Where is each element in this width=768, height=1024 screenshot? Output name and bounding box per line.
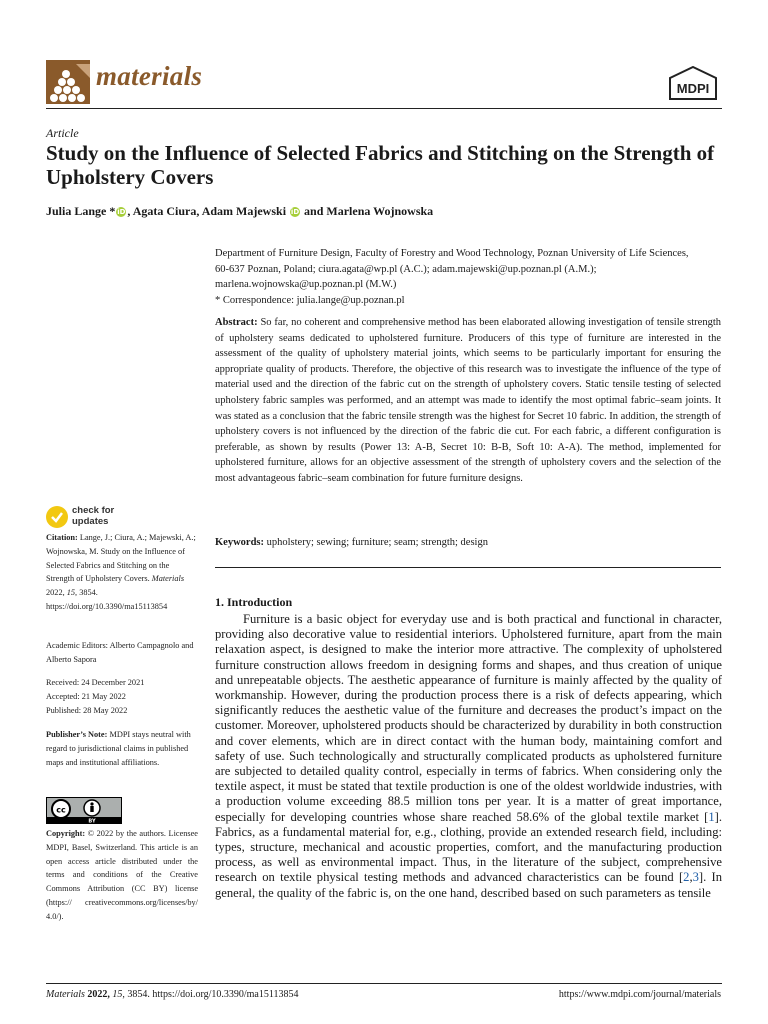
journal-logo [46, 58, 246, 108]
received-date: Received: 24 December 2021 [46, 678, 145, 687]
publishers-note: Publisher’s Note: MDPI stays neutral with regard to jurisdictional claims in published maps and institutional affiliations. [46, 730, 191, 767]
article-type: Article [46, 126, 79, 140]
header-divider [46, 108, 722, 109]
copyright-notice: Copyright: © 2022 by the authors. Licensee MDPI, Basel, Switzerland. This article is an open access article distributed under the terms and conditions of the Creative Commons Attribution (CC BY) license (https:// creativecommons.org/licenses/by/ 4.0/). [46, 829, 198, 921]
correspondence: * Correspondence: julia.lange@up.poznan.pl [215, 294, 405, 306]
svg-text:cc: cc [56, 805, 66, 815]
journal-url-link[interactable]: https://www.mdpi.com/journal/materials [558, 989, 721, 1000]
introduction-paragraph: Furniture is a basic object for everyday use and is both practical and functional in character, providing also decorative value to residential interiors. Upholstered furniture, apart from the main relaxation aspect, is designed to make the interior more attractive. The complexity of upholstered furniture construction allows freedom in designing forms and shapes, and thus creation of unique and unrepeatable objects. The aesthetic appearance of furniture is mainly affected by the quality of workmanship. However, during the production process there is a risk of defects appearing, which significantly reduces the aesthetic value of the furniture and decreases the product’s impact on the customer. Moreover, upholstered products should be characterized by durability in both construction and cover elements, which are in direct contact with the human body, maintaining comfort and safety of use. Such technologically and structurally complicated products as upholstered furniture are subjected to detailed quality control, especially in terms of fabrics. When considering only the textile aspect, it must be stated that textile production is one of the oldest worldwide industries, with a production volume exceeding 88.5 million tons per year. It is a matter of great importance, especially for developing countries whose share reached 58.6% of the global textile market [1]. Fabrics, as a fundamental material for, e.g., clothing, provide an extended research field, including: types, structure, mechanical and acoustic properties, comfort, and the manufacturing production process, as well as environmental impact. Thus, in the literature of the subject, comprehensive research on textile physical testing methods and advanced characteristics can be found [2,3]. In general, the quality of the fabric is, on the one hand, described based on such parameters as tensile [215, 612, 722, 900]
academic-editors: Academic Editors: Alberto Campagnolo and Alberto Sapora [46, 641, 194, 664]
cc-by-license-badge[interactable] [46, 797, 122, 824]
published-date: Published: 28 May 2022 [46, 705, 128, 715]
footer-citation: Materials 2022, 15, 3854. https://doi.org/10.3390/ma15113854 [46, 989, 299, 1000]
affiliation-line: Department of Furniture Design, Faculty of Forestry and Wood Technology, Poznan University of Life Sciences, [215, 248, 689, 259]
author-lange[interactable]: Julia Lange * [46, 204, 116, 218]
materials-logo-icon [46, 60, 90, 104]
reference-link[interactable]: 1 [708, 809, 715, 824]
article-title: Study on the Influence of Selected Fabrics and Stitching on the Strength of Upholstery Covers [46, 141, 715, 189]
citation: Citation: Lange, J.; Ciura, A.; Majewski, A.; Wojnowska, M. Study on the Influence of Selected Fabrics and Stitching on the Strength of Upholstery Covers. Materials 2022, 15, 3854. https://doi.org/10.3390/ma15113854 [46, 533, 196, 611]
reference-link[interactable]: 2 [683, 870, 690, 885]
author-wojnowska[interactable]: and Marlena Wojnowska [301, 204, 434, 218]
publication-dates [46, 676, 198, 717]
keywords-label: Keywords: [215, 537, 264, 548]
keywords [215, 535, 721, 551]
author-ciura-majewski[interactable]: , Agata Ciura, Adam Majewski [127, 204, 290, 218]
affiliation-line: 60-637 Poznan, Poland; ciura.agata@wp.pl (A.C.); adam.majewski@up.poznan.pl (A.M.); [215, 263, 597, 275]
abstract [215, 315, 721, 487]
check-for-updates-button[interactable] [46, 503, 166, 533]
reference-link[interactable]: 3 [692, 870, 699, 885]
footer-divider [46, 983, 722, 984]
keywords-divider [215, 567, 721, 568]
affiliation-line: marlena.wojnowska@up.poznan.pl (M.W.) [215, 279, 397, 291]
section-heading: 1. Introduction [215, 595, 293, 609]
accepted-date: Accepted: 21 May 2022 [46, 691, 126, 701]
journal-name: materials [96, 61, 203, 91]
abstract-text: So far, no coherent and comprehensive method has been elaborated allowing investigation of tensile strength of upholstery seams dedicated to upholstered furniture. Producers of this type of furniture are interested in the assessment of the quality of upholstery material joints, which seems to be particularly important for ensuring the appropriate quality of products. Therefore, the objective of this research was to investigate the influence of the type of material used and the direction of the fabric cut on the strength of upholstery covers. Static tensile testing of selected upholstery fabric samples was performed, and an attempt was made to identify the most optimal fabric–seam joints. It was stated as a conclusion that the fabric tensile strength was the highest for Secret 10 fabric. In addition, the strength of upholstery covers is not influenced by the direction of the fabric die cut. For each fabric, a different configuration is preferable, as shown by results (Power 13: A-B, Secret 10: B-B, Soft 10: A-A). The method, implemented for upholstered furniture, allows for an objective assessment of the strength of upholstery covers and the selection of the most advantageous fabric–seam combination for future furniture designs. [215, 317, 721, 484]
doi-link[interactable]: , 3854. https://doi.org/10.3390/ma15113854 [122, 989, 299, 1000]
check-updates-label: check for updates [72, 505, 115, 527]
mdpi-logo-icon [667, 66, 719, 102]
orcid-icon[interactable]: iD [290, 208, 300, 216]
affiliation [215, 246, 721, 308]
abstract-label: Abstract: [215, 317, 258, 328]
publisher-name: MDPI [676, 81, 710, 96]
check-updates-icon [46, 506, 68, 528]
author-list [46, 204, 726, 219]
keywords-text: upholstery; sewing; furniture; seam; strength; design [264, 537, 488, 548]
cc-by-label: BY [88, 818, 96, 823]
orcid-icon[interactable]: iD [117, 208, 126, 216]
